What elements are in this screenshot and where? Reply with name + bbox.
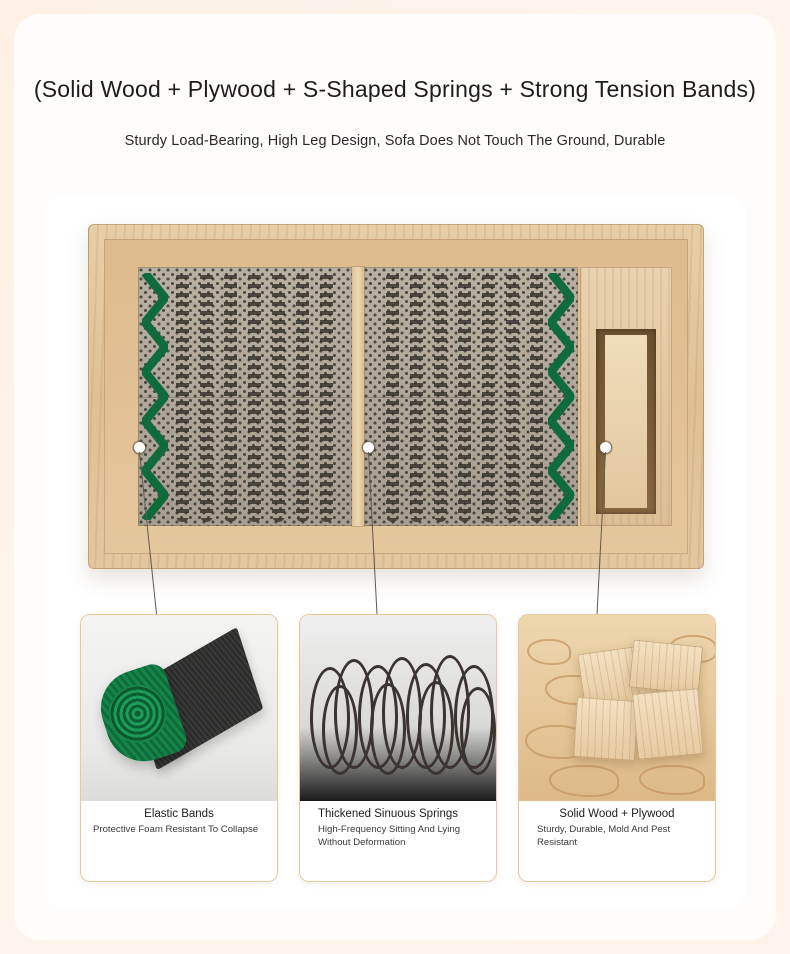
feature-card-elastic-bands[interactable] [80,614,278,882]
feature-card-solid-wood[interactable] [518,614,716,882]
leg-slot-insert [605,335,647,508]
main-photo-panel [44,194,746,910]
feature-title: Elastic Bands [144,808,214,820]
feature-title: Thickened Sinuous Springs [318,808,458,820]
wood-blocks-image [519,615,715,801]
content-card [14,14,776,940]
leg-slot [596,329,656,514]
feature-title: Solid Wood + Plywood [559,808,675,820]
feature-subtitle: Sturdy, Durable, Mold And Pest Resistant [537,824,671,849]
mesh-seat-area [138,267,578,526]
feature-subtitle: Protective Foam Resistant To Collapse [93,824,259,836]
feature-card-row [80,614,716,884]
elastic-band-right-icon [548,273,574,520]
wood-leg-block [580,267,672,526]
mesh-center-rail [352,267,364,526]
sinuous-springs-image [300,615,496,801]
page-subtitle: Sturdy Load-Bearing, High Leg Design, Sofa Does Not Touch The Ground, Durable [124,133,666,149]
elastic-band-roll-image [81,615,277,801]
page-title: (Solid Wood + Plywood + S-Shaped Springs + Strong Tension Bands) [33,76,757,102]
feature-subtitle: High-Frequency Sitting And Lying Without Deformation [318,824,461,849]
feature-card-sinuous-springs[interactable] [299,614,497,882]
elastic-band-left-icon [142,273,168,520]
frame-inner-recess [104,239,688,554]
sofa-frame-photo [88,224,704,569]
